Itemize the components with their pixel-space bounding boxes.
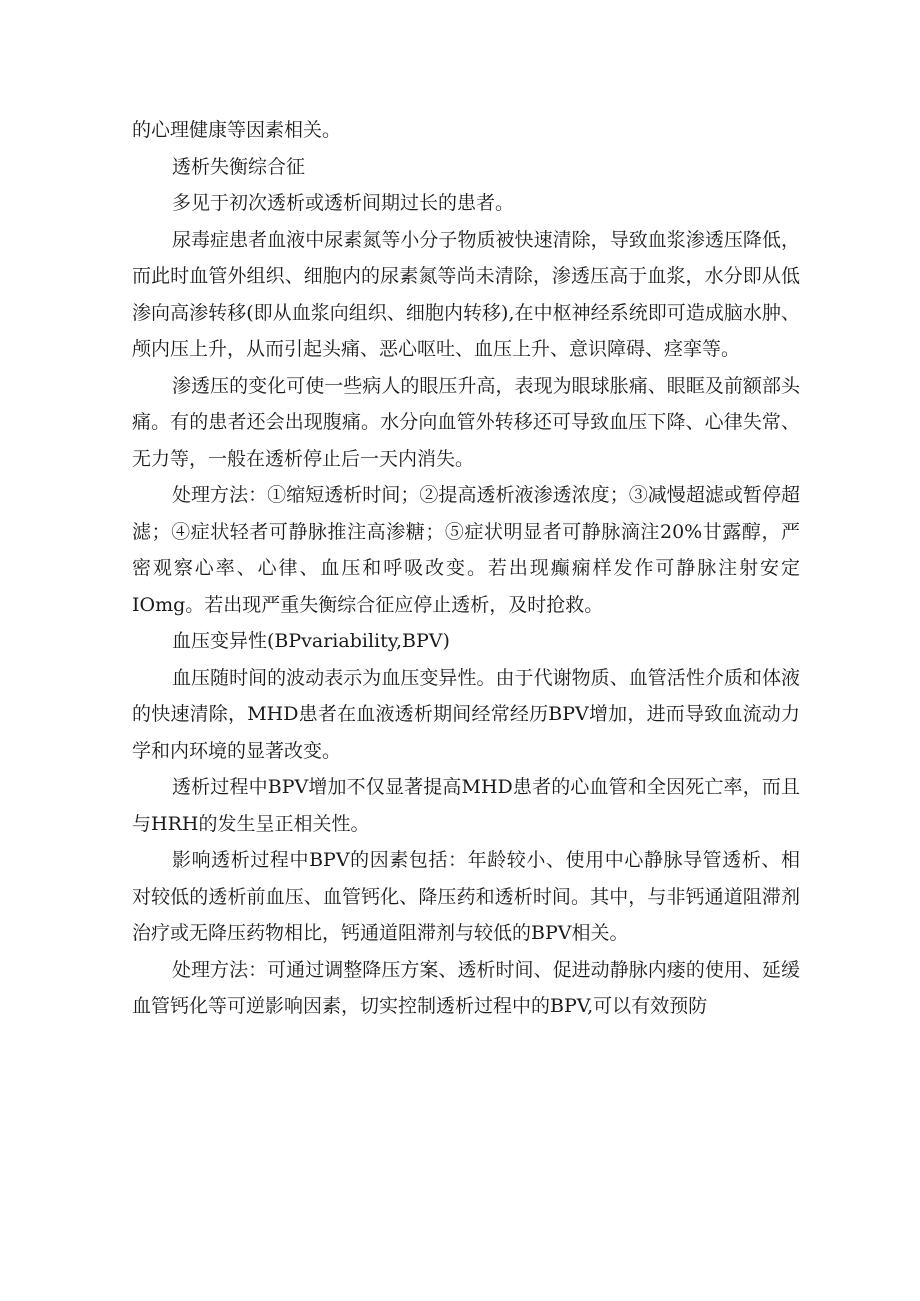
paragraph: 影响透析过程中BPV的因素包括：年龄较小、使用中心静脉导管透析、相对较低的透析前血压、血管钙化、降压药和透析时间。其中，与非钙通道阻滞剂治疗或无降压药物相比，钙通道阻滞剂与较低的BPV相关。 <box>132 849 800 944</box>
document-body <box>132 112 800 1025</box>
paragraph: 多见于初次透析或透析间期过长的患者。 <box>172 192 515 214</box>
section-heading-bp-variability: 血压变异性(BPvariability,BPV) <box>172 630 450 652</box>
paragraph: 透析过程中BPV增加不仅显著提高MHD患者的心血管和全因死亡率，而且与HRH的发生呈正相关性。 <box>132 776 800 835</box>
paragraph-continuation: 的心理健康等因素相关。 <box>132 119 342 141</box>
section-heading-dialysis-disequilibrium: 透析失衡综合征 <box>172 155 306 178</box>
paragraph: 尿毒症患者血液中尿素氮等小分子物质被快速清除，导致血浆渗透压降低，而此时血管外组织、细胞内的尿素氮等尚未清除，渗透压高于血浆，水分即从低渗向高渗转移(即从血浆向组织、细胞内转移),在中枢神经系统即可造成脑水肿、颅内压上升，从而引起头痛、恶心呕吐、血压上升、意识障碍、痉挛等。 <box>132 228 800 360</box>
paragraph: 渗透压的变化可使一些病人的眼压升高，表现为眼球胀痛、眼眶及前额部头痛。有的患者还会出现腹痛。水分向血管外转移还可导致血压下降、心律失常、无力等，一般在透析停止后一天内消失。 <box>132 374 800 470</box>
paragraph: 处理方法：可通过调整降压方案、透析时间、促进动静脉内瘘的使用、延缓血管钙化等可逆影响因素，切实控制透析过程中的BPV,可以有效预防 <box>132 958 800 1017</box>
paragraph: 血压随时间的波动表示为血压变异性。由于代谢物质、血管活性介质和体液的快速清除，MHD患者在血液透析期间经常经历BPV增加，进而导致血流动力学和内环境的显著改变。 <box>132 666 800 762</box>
paragraph: 处理方法：①缩短透析时间；②提高透析液渗透浓度；③减慢超滤或暂停超滤；④症状轻者可静脉推注高渗糖；⑤症状明显者可静脉滴注20%甘露醇，严密观察心率、心律、血压和呼吸改变。若出现癫痫样发作可静脉注射安定IOmg。若出现严重失衡综合征应停止透析，及时抢救。 <box>132 484 800 616</box>
